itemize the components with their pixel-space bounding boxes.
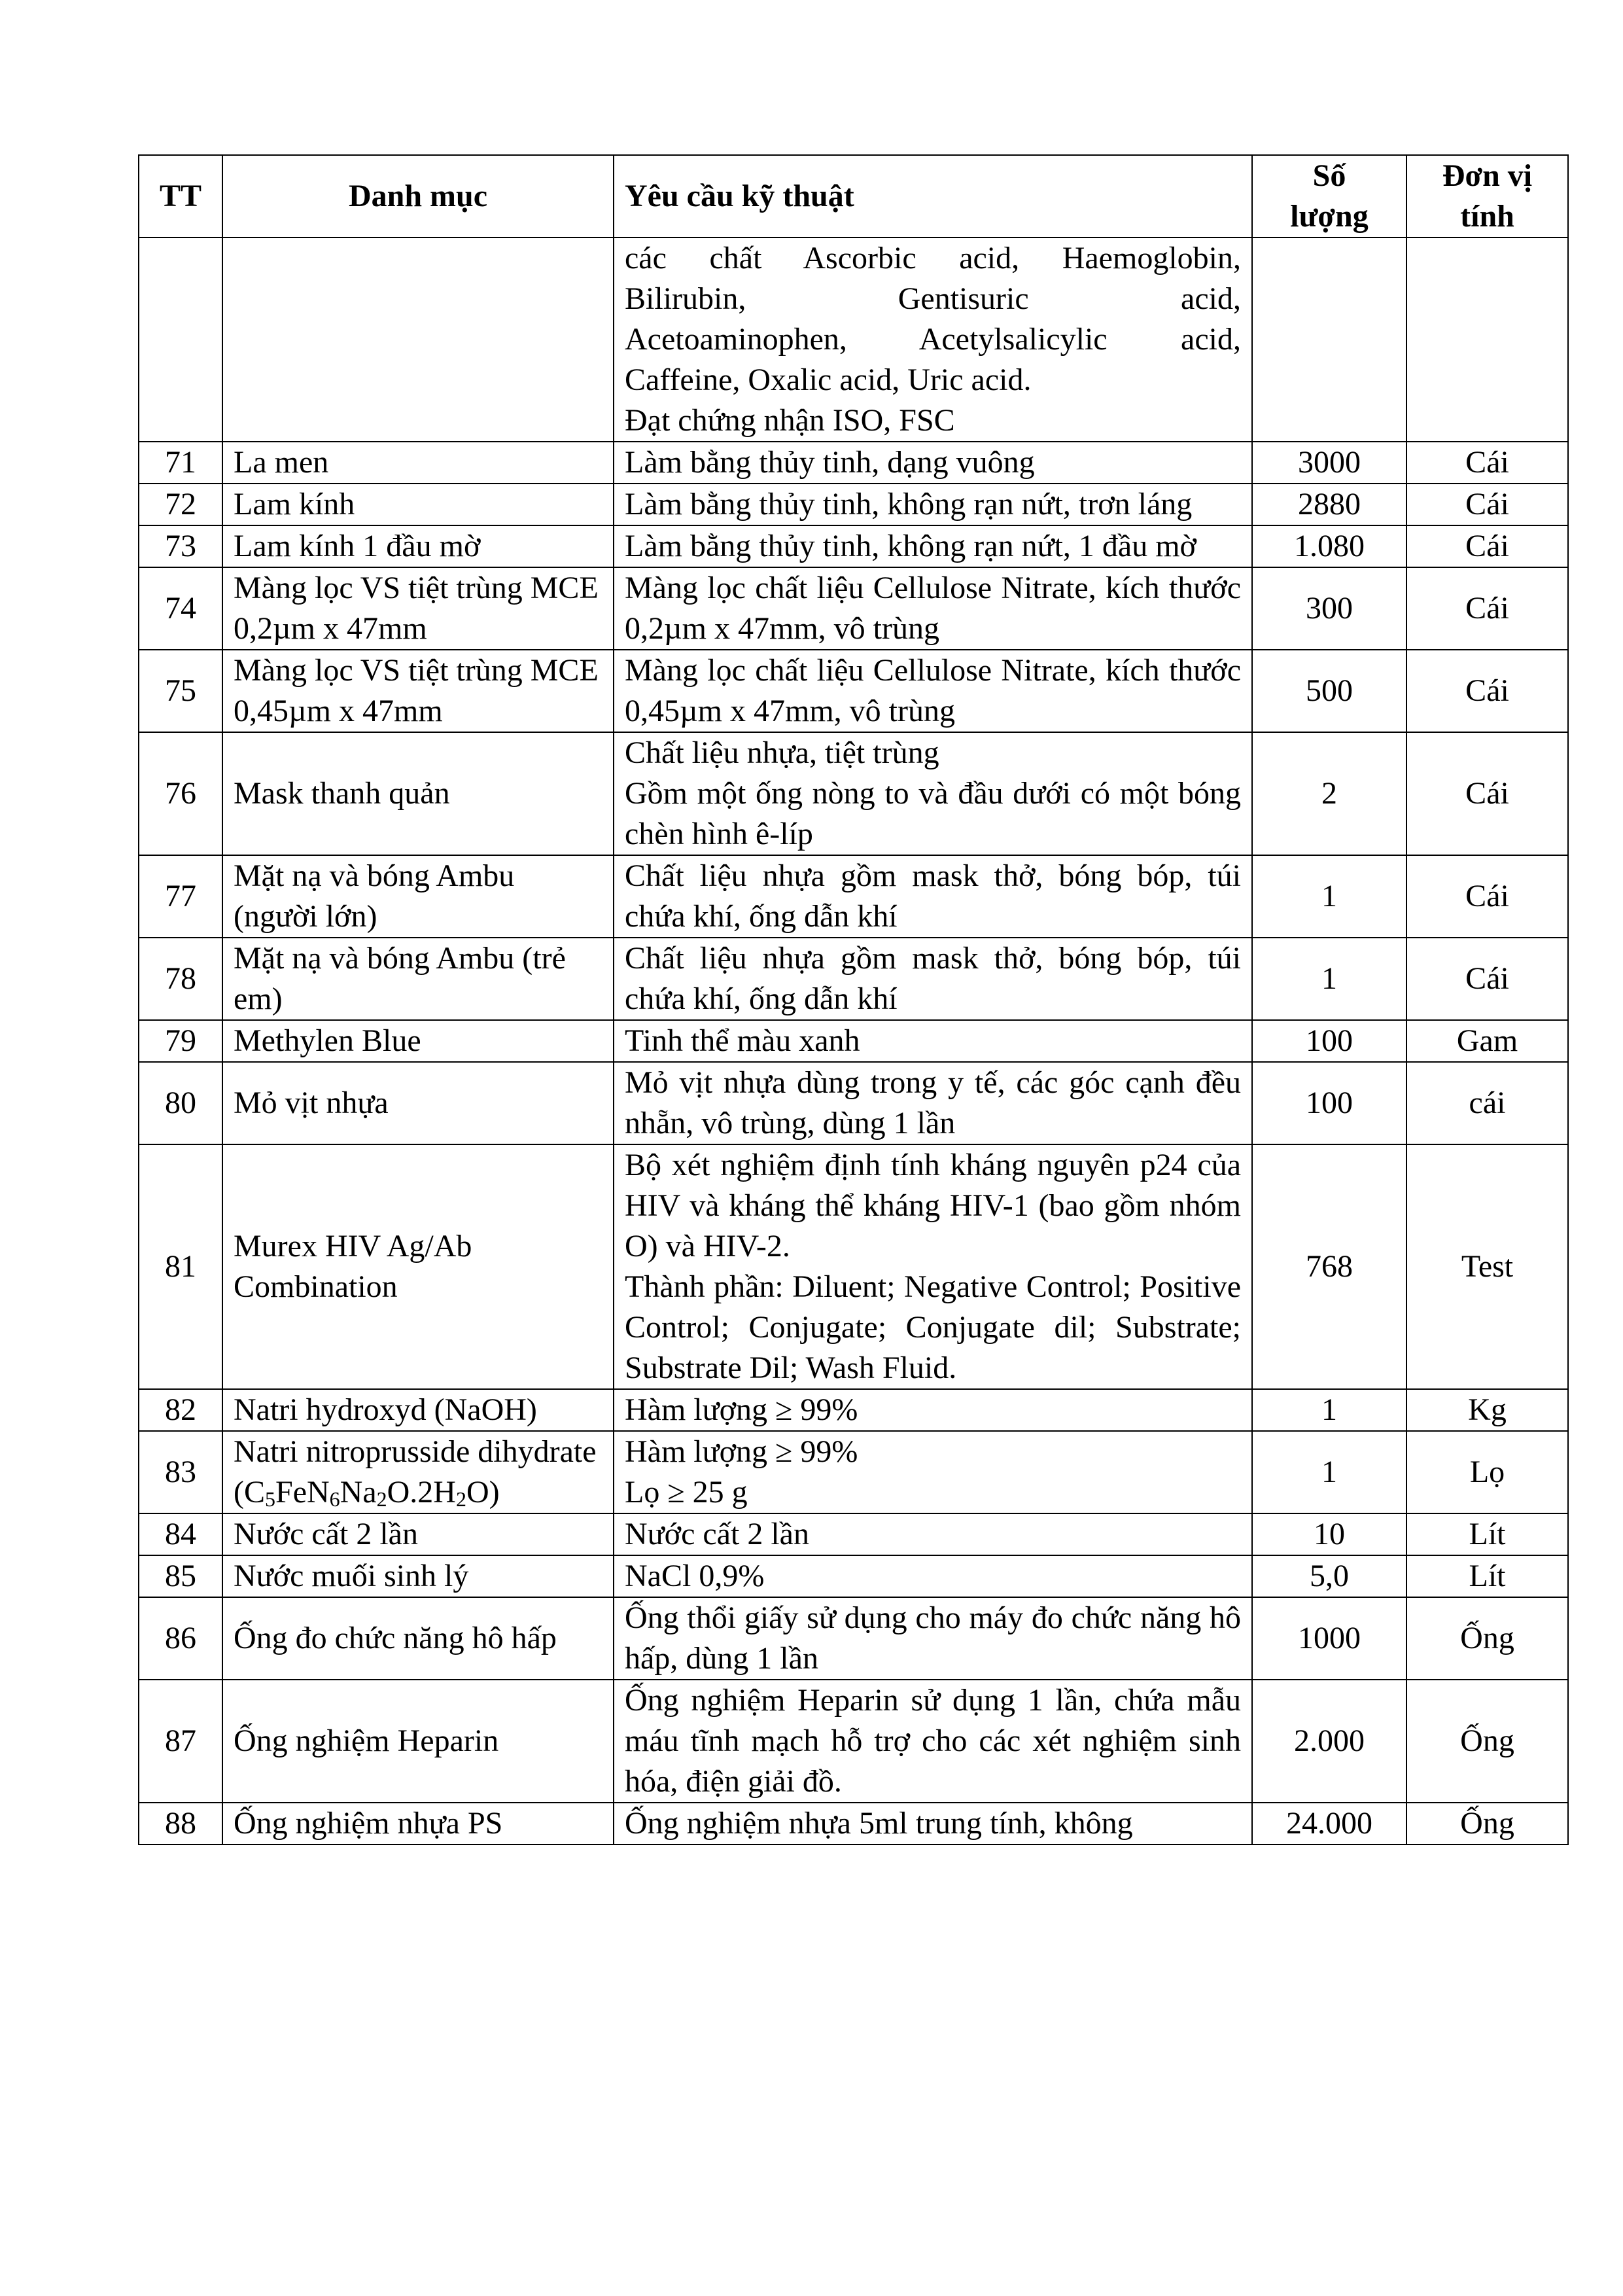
item-spec [614, 1431, 1252, 1513]
header-tt: TT [139, 155, 222, 238]
item-name-line: Natri hydroxyd (NaOH) [234, 1392, 537, 1427]
continuation-spec-line: Đạt chứng nhận ISO, FSC [625, 403, 955, 438]
table-row [139, 732, 1568, 855]
formula-part: (C [234, 1475, 265, 1510]
item-unit: Cái [1406, 525, 1568, 567]
row-number: 85 [139, 1555, 222, 1597]
item-unit: Kg [1406, 1389, 1568, 1431]
item-unit: Cái [1406, 567, 1568, 650]
item-spec-line: Nước cất 2 lần [625, 1517, 809, 1551]
equipment-table [138, 154, 1569, 1845]
item-quantity: 500 [1252, 650, 1406, 732]
item-name [222, 938, 614, 1020]
header-qty-line1: Số [1312, 158, 1346, 193]
item-name [222, 484, 614, 525]
item-name-line: Ống nghiệm Heparin [234, 1723, 499, 1758]
item-name [222, 525, 614, 567]
formula-part: Na [340, 1475, 377, 1510]
item-name [222, 1555, 614, 1597]
formula-subscript: 2 [455, 1487, 466, 1511]
item-name [222, 442, 614, 484]
item-spec [614, 567, 1252, 650]
item-unit: cái [1406, 1062, 1568, 1144]
header-unit [1406, 155, 1568, 238]
row-number: 86 [139, 1597, 222, 1680]
item-quantity: 300 [1252, 567, 1406, 650]
table-row [139, 1555, 1568, 1597]
item-spec-line: Bộ xét nghiệm định tính kháng nguyên p24 của HIV và kháng thể kháng HIV-1 (bao gồm nhóm O) và HIV-2. [625, 1148, 1241, 1263]
item-unit: Cái [1406, 732, 1568, 855]
item-spec-line: Thành phần: Diluent; Negative Control; Positive Control; Conjugate; Conjugate dil; Substrate; Substrate Dil; Wash Fluid. [625, 1269, 1241, 1385]
item-quantity: 768 [1252, 1144, 1406, 1389]
item-quantity: 1000 [1252, 1597, 1406, 1680]
item-unit: Test [1406, 1144, 1568, 1389]
row-number: 81 [139, 1144, 222, 1389]
table-row [139, 1144, 1568, 1389]
row-number: 87 [139, 1680, 222, 1803]
item-spec-line: Gồm một ống nòng to và đầu dưới có một bóng chèn hình ê-líp [625, 776, 1241, 851]
item-quantity: 5,0 [1252, 1555, 1406, 1597]
item-name-line: Methylen Blue [234, 1023, 421, 1058]
continuation-spec-line: Bilirubin, Gentisuric acid, [625, 281, 1241, 316]
row-number: 76 [139, 732, 222, 855]
header-qty [1252, 155, 1406, 238]
item-spec [614, 938, 1252, 1020]
item-unit: Ống [1406, 1803, 1568, 1845]
item-unit: Gam [1406, 1020, 1568, 1062]
item-spec [614, 1803, 1252, 1845]
formula-part: O) [466, 1475, 500, 1510]
header-category: Danh mục [222, 155, 614, 238]
item-spec-line: Ống thổi giấy sử dụng cho máy đo chức năng hô hấp, dùng 1 lần [625, 1600, 1241, 1676]
row-number: 80 [139, 1062, 222, 1144]
item-spec [614, 855, 1252, 938]
continuation-tt [139, 238, 222, 442]
item-quantity: 1 [1252, 1431, 1406, 1513]
item-unit: Cái [1406, 855, 1568, 938]
item-name [222, 1389, 614, 1431]
item-name [222, 650, 614, 732]
item-name [222, 1062, 614, 1144]
item-spec-line: Chất liệu nhựa gồm mask thở, bóng bóp, túi chứa khí, ống dẫn khí [625, 941, 1241, 1016]
item-unit: Lít [1406, 1555, 1568, 1597]
item-quantity: 2 [1252, 732, 1406, 855]
item-spec-line: Mỏ vịt nhựa dùng trong y tế, các góc cạnh đều nhẵn, vô trùng, dùng 1 lần [625, 1065, 1241, 1140]
table-row [139, 1389, 1568, 1431]
item-name-line: 0,2µm x 47mm [234, 611, 427, 646]
item-spec-line: Làm bằng thủy tinh, dạng vuông [625, 445, 1035, 480]
item-spec [614, 525, 1252, 567]
formula-subscript: 5 [265, 1487, 275, 1511]
item-spec [614, 1389, 1252, 1431]
table-row [139, 1803, 1568, 1845]
item-quantity: 100 [1252, 1062, 1406, 1144]
item-name-line: Mặt nạ và bóng Ambu (người lớn) [234, 858, 515, 934]
item-unit: Cái [1406, 650, 1568, 732]
item-quantity: 1 [1252, 855, 1406, 938]
table-row [139, 855, 1568, 938]
item-unit: Ống [1406, 1597, 1568, 1680]
row-number: 78 [139, 938, 222, 1020]
table-row [139, 525, 1568, 567]
item-name [222, 1020, 614, 1062]
chemical-formula [234, 1472, 602, 1513]
item-name [222, 1803, 614, 1845]
item-name-line: Nước cất 2 lần [234, 1517, 418, 1551]
item-name [222, 1597, 614, 1680]
item-name-line: Mask thanh quản [234, 776, 450, 811]
table-row [139, 1062, 1568, 1144]
row-number: 82 [139, 1389, 222, 1431]
item-name-line: Mỏ vịt nhựa [234, 1086, 389, 1120]
item-spec [614, 1680, 1252, 1803]
item-name [222, 732, 614, 855]
item-name [222, 1513, 614, 1555]
item-name [222, 1144, 614, 1389]
table-row [139, 1597, 1568, 1680]
item-unit: Cái [1406, 484, 1568, 525]
item-quantity: 2880 [1252, 484, 1406, 525]
item-name [222, 855, 614, 938]
item-spec [614, 1597, 1252, 1680]
item-name-line: Lam kính [234, 487, 355, 521]
item-name-line: Màng lọc VS tiệt trùng MCE [234, 571, 599, 605]
item-name-line: La men [234, 445, 329, 480]
row-number: 72 [139, 484, 222, 525]
row-number: 84 [139, 1513, 222, 1555]
continuation-row [139, 238, 1568, 442]
item-spec-line: Tinh thể màu xanh [625, 1023, 860, 1058]
item-unit: Cái [1406, 938, 1568, 1020]
item-quantity: 1.080 [1252, 525, 1406, 567]
item-spec-line: Ống nghiệm nhựa 5ml trung tính, không [625, 1806, 1133, 1841]
item-unit: Ống [1406, 1680, 1568, 1803]
row-number: 83 [139, 1431, 222, 1513]
continuation-spec-line: Acetoaminophen, Acetylsalicylic acid, [625, 322, 1241, 357]
item-name-line: Màng lọc VS tiệt trùng MCE [234, 653, 599, 688]
formula-part: O.2H [387, 1475, 456, 1510]
item-spec [614, 484, 1252, 525]
item-spec-line: Lọ ≥ 25 g [625, 1475, 748, 1510]
header-unit-line1: Đơn vị [1442, 158, 1533, 193]
item-name-line: Ống đo chức năng hô hấp [234, 1621, 557, 1655]
item-spec-line: NaCl 0,9% [625, 1559, 765, 1593]
header-spec: Yêu cầu kỹ thuật [614, 155, 1252, 238]
row-number: 74 [139, 567, 222, 650]
item-spec-line: Ống nghiệm Heparin sử dụng 1 lần, chứa mẫu máu tĩnh mạch hỗ trợ cho các xét nghiệm sinh hóa, điện giải đồ. [625, 1683, 1241, 1799]
item-spec [614, 1513, 1252, 1555]
table-row [139, 567, 1568, 650]
continuation-spec-line: Caffeine, Oxalic acid, Uric acid. [625, 362, 1032, 397]
formula-part: FeN [275, 1475, 330, 1510]
continuation-name [222, 238, 614, 442]
item-spec-line: Chất liệu nhựa gồm mask thở, bóng bóp, túi chứa khí, ống dẫn khí [625, 858, 1241, 934]
item-name-line: Nước muối sinh lý [234, 1559, 469, 1593]
item-unit: Lọ [1406, 1431, 1568, 1513]
header-qty-line2: lượng [1290, 199, 1369, 234]
item-quantity: 100 [1252, 1020, 1406, 1062]
item-spec-line: Màng lọc chất liệu Cellulose Nitrate, kích thước 0,45µm x 47mm, vô trùng [625, 653, 1241, 728]
item-name [222, 1431, 614, 1513]
item-name [222, 1680, 614, 1803]
table-row [139, 1020, 1568, 1062]
table-row [139, 1513, 1568, 1555]
item-spec [614, 1144, 1252, 1389]
item-spec-line: Hàm lượng ≥ 99% [625, 1434, 858, 1469]
item-spec [614, 442, 1252, 484]
item-spec [614, 1020, 1252, 1062]
continuation-spec [614, 238, 1252, 442]
item-spec [614, 650, 1252, 732]
item-spec-line: Màng lọc chất liệu Cellulose Nitrate, kích thước 0,2µm x 47mm, vô trùng [625, 571, 1241, 646]
item-spec-line: Hàm lượng ≥ 99% [625, 1392, 858, 1427]
item-quantity: 3000 [1252, 442, 1406, 484]
table-row [139, 1431, 1568, 1513]
row-number: 75 [139, 650, 222, 732]
continuation-unit [1406, 238, 1568, 442]
item-spec [614, 732, 1252, 855]
item-name-line: 0,45µm x 47mm [234, 694, 443, 728]
row-number: 79 [139, 1020, 222, 1062]
item-name [222, 567, 614, 650]
item-name-line: Ống nghiệm nhựa PS [234, 1806, 503, 1841]
table-row [139, 1680, 1568, 1803]
formula-subscript: 2 [376, 1487, 387, 1511]
table-row [139, 442, 1568, 484]
item-name-line: Lam kính 1 đầu mờ [234, 529, 481, 563]
item-spec [614, 1062, 1252, 1144]
item-name-line: Mặt nạ và bóng Ambu (trẻ em) [234, 941, 566, 1016]
header-unit-line2: tính [1460, 199, 1514, 234]
header-row [139, 155, 1568, 238]
item-name-line: Murex HIV Ag/Ab Combination [234, 1229, 472, 1304]
table-row [139, 650, 1568, 732]
item-spec-line: Làm bằng thủy tinh, không rạn nứt, trơn láng [625, 487, 1193, 521]
item-quantity: 1 [1252, 938, 1406, 1020]
item-quantity: 2.000 [1252, 1680, 1406, 1803]
item-spec-line: Làm bằng thủy tinh, không rạn nứt, 1 đầu mờ [625, 529, 1196, 563]
table-row [139, 484, 1568, 525]
item-spec [614, 1555, 1252, 1597]
item-unit: Lít [1406, 1513, 1568, 1555]
formula-subscript: 6 [329, 1487, 340, 1511]
item-quantity: 10 [1252, 1513, 1406, 1555]
table-row [139, 938, 1568, 1020]
row-number: 77 [139, 855, 222, 938]
item-quantity: 24.000 [1252, 1803, 1406, 1845]
continuation-spec-line: các chất Ascorbic acid, Haemoglobin, [625, 241, 1241, 275]
row-number: 73 [139, 525, 222, 567]
item-name-line: Natri nitroprusside dihydrate [234, 1434, 597, 1469]
row-number: 71 [139, 442, 222, 484]
item-quantity: 1 [1252, 1389, 1406, 1431]
continuation-qty [1252, 238, 1406, 442]
item-unit: Cái [1406, 442, 1568, 484]
row-number: 88 [139, 1803, 222, 1845]
item-spec-line: Chất liệu nhựa, tiệt trùng [625, 735, 939, 770]
